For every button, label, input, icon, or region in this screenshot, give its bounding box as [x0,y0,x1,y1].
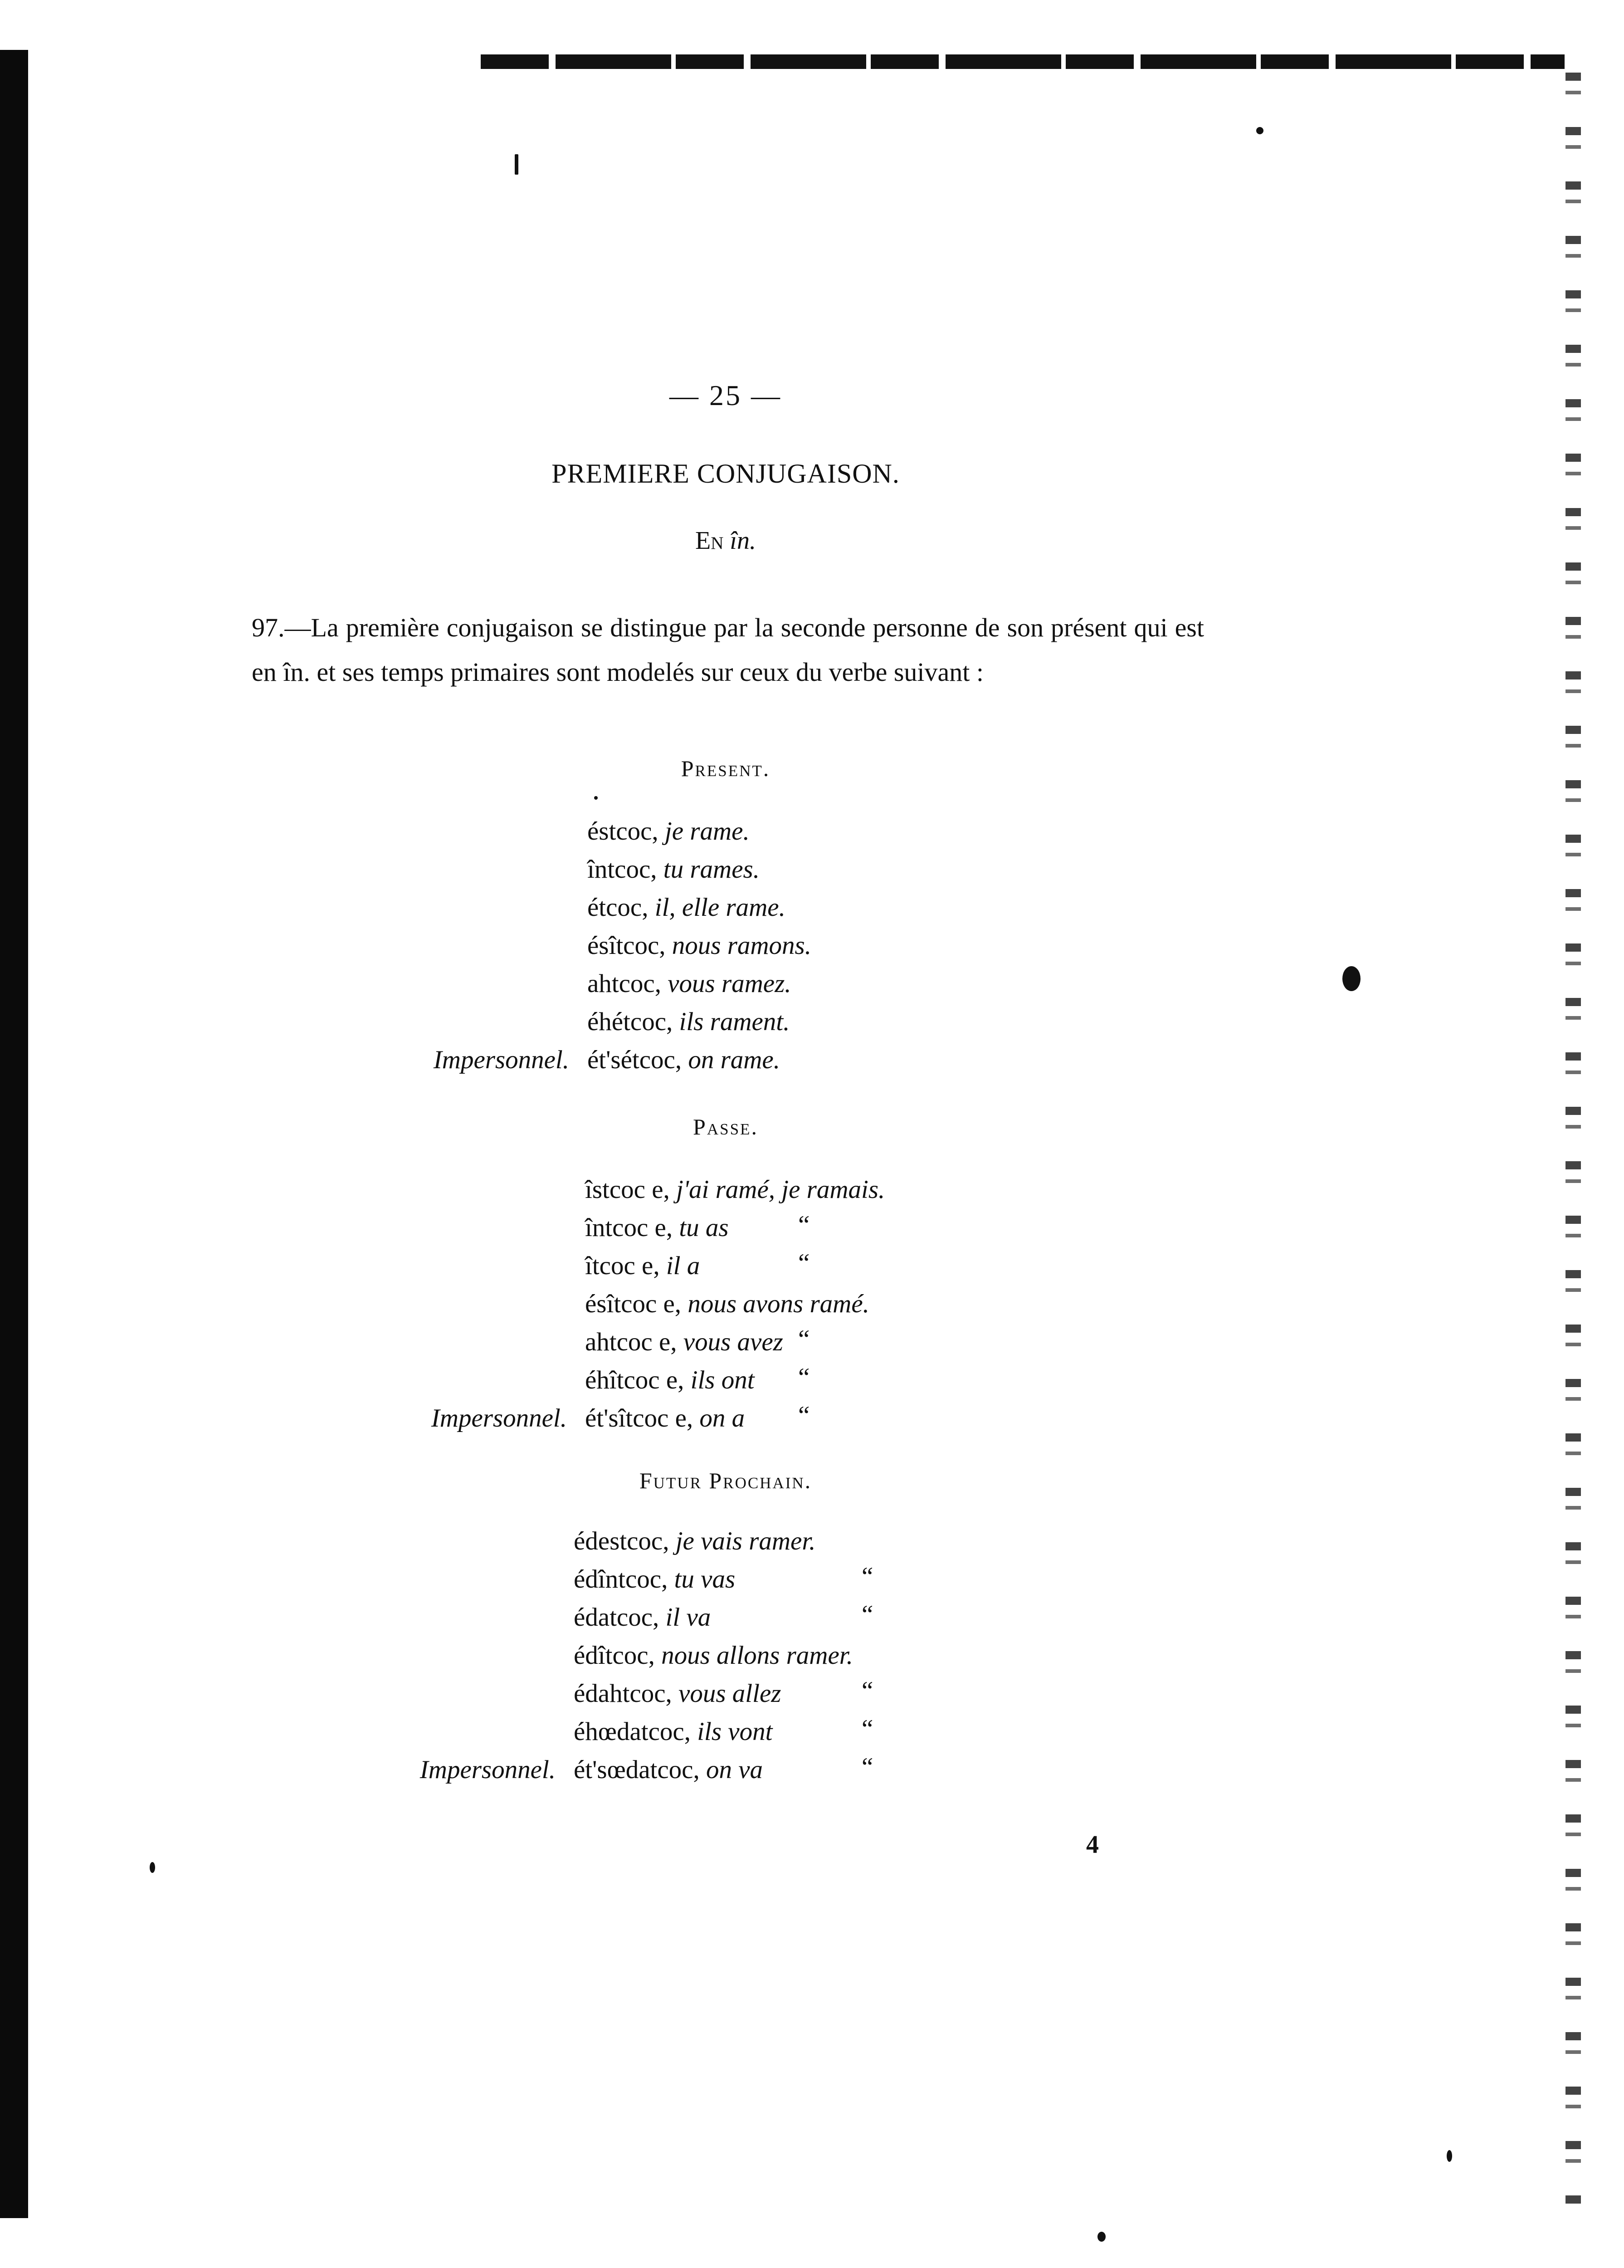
french-translation: ils ont [690,1366,755,1394]
ditto-mark: “ [798,1249,810,1277]
ink-speck [594,796,598,800]
verb-form: îstcoc e, [585,1175,670,1204]
ditto-mark: “ [798,1211,810,1239]
french-translation: j'ai ramé, je ramais. [676,1175,885,1204]
section-title: Passe. [693,1114,758,1139]
conjugation-row [574,1679,781,1708]
scan-border-right [1565,73,1581,2204]
french-translation: il va [665,1603,711,1632]
ink-speck [1447,2150,1452,2162]
verb-form: ahtcoc, [587,969,661,998]
conjugation-row [585,1365,755,1395]
conjugation-row [587,816,750,846]
conjugation-row [587,893,785,922]
french-translation: on va [706,1755,763,1784]
conjugation-row [585,1175,885,1204]
verb-form: ésîtcoc, [587,931,666,960]
french-translation: vous allez [678,1679,781,1708]
verb-form: édahtcoc, [574,1679,672,1708]
verb-form: ésîtcoc e, [585,1290,682,1318]
conjugation-row [587,855,760,884]
conjugation-row [585,1403,745,1433]
ditto-mark: “ [862,1753,873,1781]
conjugation-row [587,1007,790,1036]
verb-form: éhœdatcoc, [574,1717,691,1746]
conjugation-row [585,1327,783,1357]
french-translation: je vais ramer. [675,1527,816,1555]
french-translation: il, elle rame. [654,893,785,922]
conjugation-row [574,1603,711,1632]
ditto-mark: “ [862,1562,873,1591]
conjugation-row [585,1251,700,1281]
conjugation-row [574,1641,853,1670]
scan-border-top [481,54,1565,69]
impersonnel-label: Impersonnel. [433,1046,569,1074]
signature-mark: 4 [1086,1831,1099,1859]
subheading-prefix: En [695,527,724,555]
ditto-mark: “ [862,1677,873,1705]
verb-form: întcoc, [587,855,657,884]
french-translation: tu as [679,1213,729,1242]
subheading-suffix: în. [730,527,756,555]
chapter-heading: PREMIERE CONJUGAISON. [551,459,900,489]
french-translation: on rame. [688,1046,780,1074]
french-translation: ils vont [697,1717,773,1746]
impersonnel-label: Impersonnel. [431,1404,567,1432]
french-translation: vous avez [683,1328,783,1356]
verb-form: ahtcoc e, [585,1328,677,1356]
chapter-subheading [590,526,862,555]
verb-form: ét'sîtcoc e, [585,1404,693,1432]
verb-form: éhîtcoc e, [585,1366,684,1394]
ditto-mark: “ [862,1715,873,1743]
verb-form: îtcoc e, [585,1251,660,1280]
verb-form: ét'sétcoc, [587,1046,682,1074]
french-translation: vous ramez. [668,969,791,998]
verb-form: ét'sœdatcoc, [574,1755,700,1784]
ink-speck [515,154,518,175]
verb-form: étcoc, [587,893,649,922]
french-translation: nous avons ramé. [688,1290,869,1318]
verb-form: édîntcoc, [574,1565,668,1593]
intro-paragraph: 97.—La première conjugaison se distingue par la seconde personne de son présent qui est en în. et ses temps primaires sont modelés sur ceux du verbe suivant : [252,613,1204,687]
impersonnel-label: Impersonnel. [419,1755,556,1784]
conjugation-row [574,1755,763,1784]
conjugation-row [585,1289,869,1319]
verb-form: édestcoc, [574,1527,669,1555]
section-title: Present. [681,756,771,781]
ink-speck [150,1862,155,1873]
ditto-mark: “ [798,1401,810,1430]
french-translation: nous ramons. [672,931,811,960]
conjugation-row [587,969,791,998]
conjugation-row [587,1045,780,1075]
conjugation-row [587,931,811,960]
french-translation: on a [699,1404,745,1432]
french-translation: ils rament. [679,1007,790,1036]
verb-form: édîtcoc, [574,1641,655,1670]
page-number: — 25 — [669,379,782,411]
verb-form: întcoc e, [585,1213,673,1242]
scan-border-left [0,50,28,2218]
ink-speck [1342,966,1361,991]
ditto-mark: “ [798,1325,810,1354]
conjugation-row [574,1564,735,1594]
conjugation-row [574,1526,815,1556]
verb-form: éstcoc, [587,817,658,846]
french-translation: nous allons ramer. [661,1641,853,1670]
ditto-mark: “ [862,1600,873,1629]
section-title: Futur Prochain. [639,1468,812,1493]
conjugation-row [585,1213,729,1242]
ditto-mark: “ [798,1363,810,1392]
french-translation: tu rames. [663,855,760,884]
french-translation: il a [666,1251,700,1280]
verb-form: édatcoc, [574,1603,659,1632]
french-translation: je rame. [664,817,750,846]
ink-speck [1256,127,1263,134]
conjugation-row [574,1717,772,1746]
verb-form: éhétcoc, [587,1007,673,1036]
french-translation: tu vas [674,1565,736,1593]
ink-speck [1097,2232,1106,2242]
